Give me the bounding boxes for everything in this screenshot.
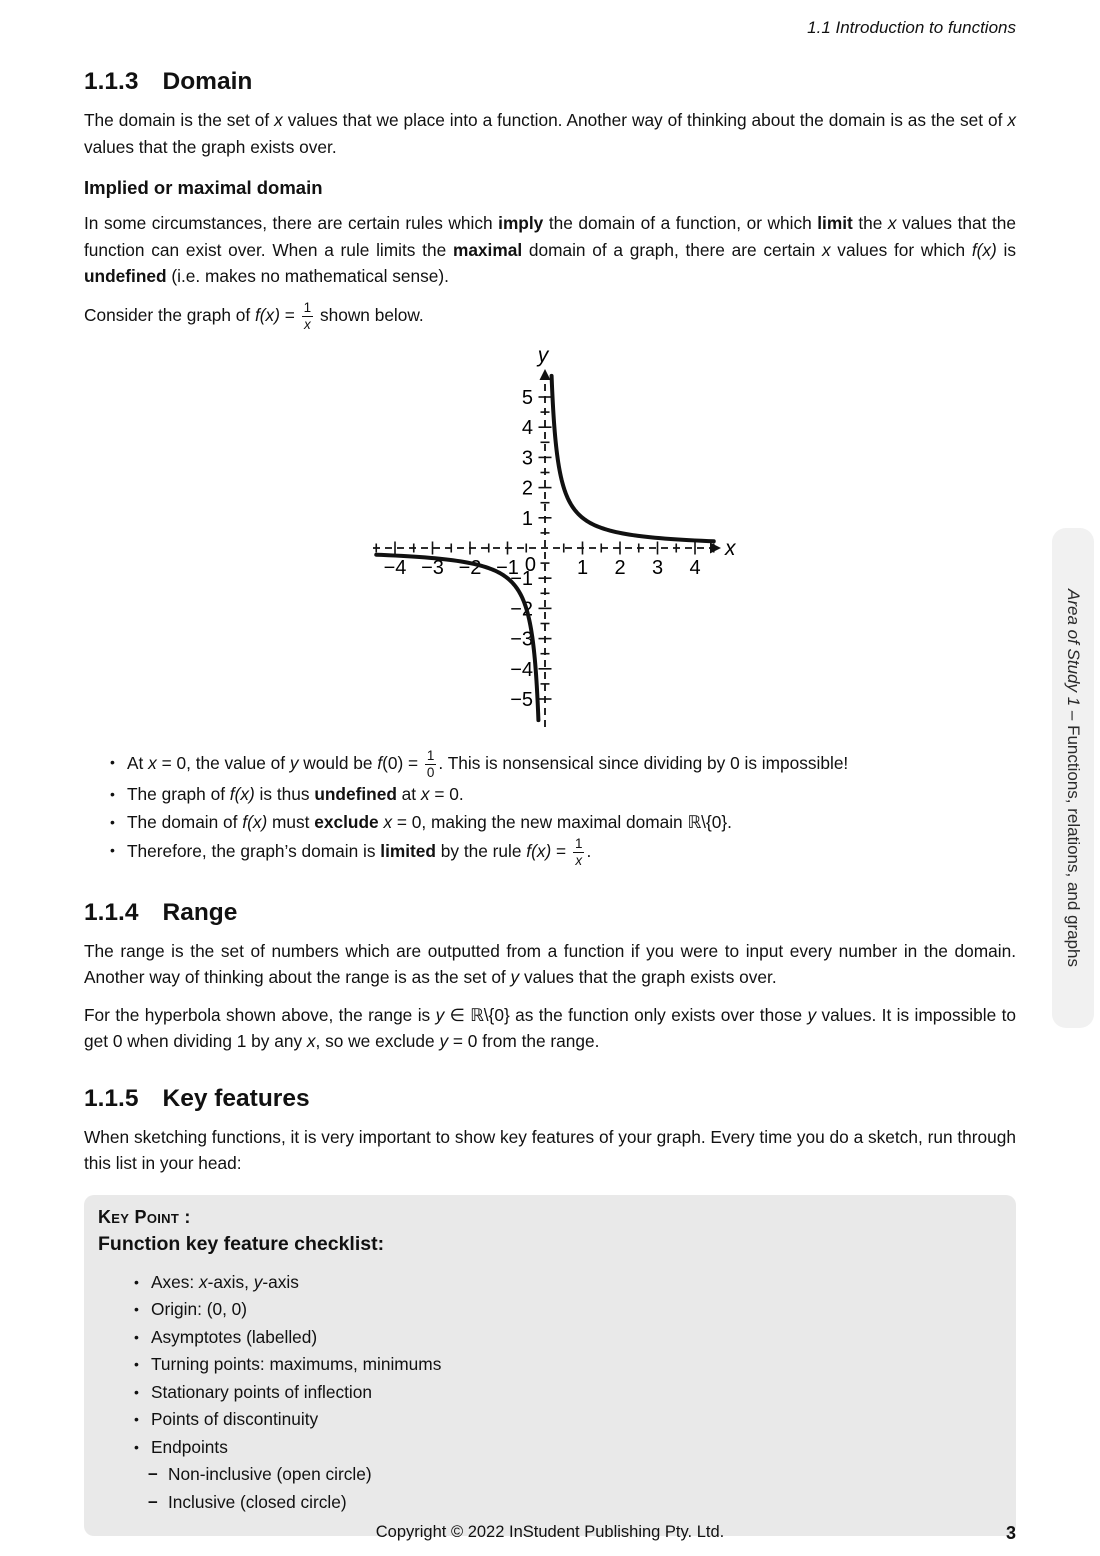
range-paragraph-1: The range is the set of numbers which are outputted from a function if you were to input every number in the domain. Another way of thinking about the range is as the set of y values that the graph exists over. — [84, 940, 1016, 988]
list-item: • At x = 0, the value of y would be f(0) = $\frac{1}{0}$ . This is nonsensical since dividing by 0 is impossible! — [110, 749, 1016, 780]
list-item: • Points of discontinuity — [134, 1406, 994, 1434]
svg-text:4: 4 — [521, 417, 533, 440]
section-heading-key-features — [84, 1085, 1016, 1113]
svg-text:−5: −5 — [510, 688, 533, 711]
key-point-checklist — [98, 1269, 994, 1462]
section-number: 1.1.4 — [84, 898, 139, 926]
section-number: 1.1.5 — [84, 1084, 139, 1112]
list-item: • Asymptotes (labelled) — [134, 1324, 994, 1352]
svg-text:y: y — [537, 345, 549, 367]
section-heading-range — [84, 899, 1016, 927]
page-footer — [84, 1523, 1016, 1542]
svg-text:−4: −4 — [383, 556, 407, 579]
page-number: 3 — [1005, 1523, 1016, 1543]
svg-text:3: 3 — [521, 447, 533, 470]
list-item: • Axes: x-axis, y-axis — [134, 1269, 994, 1297]
svg-text:5: 5 — [521, 386, 533, 409]
svg-text:−2: −2 — [458, 556, 482, 579]
running-header: 1.1 Introduction to functions — [807, 18, 1016, 37]
side-tab-label — [1063, 589, 1083, 967]
domain-intro-paragraph: The domain is the set of x values that we place into a function. Another way of thinking about the domain is as the set of x values that the graph exists over. — [84, 110, 1017, 157]
svg-text:2: 2 — [521, 477, 533, 500]
hyperbola-graph — [360, 346, 740, 734]
side-tab-label-italic: Area of Study 1 – — [1064, 588, 1083, 726]
consider-graph-paragraph: Consider the graph of f(x) = $\frac{1}{x}$ shown below. — [84, 299, 424, 332]
list-item: • Origin: (0, 0) — [134, 1296, 994, 1324]
svg-text:4: 4 — [689, 556, 701, 579]
list-item: • Stationary points of inflection — [134, 1379, 994, 1407]
domain-bullet-list — [84, 749, 1016, 869]
svg-text:3: 3 — [651, 556, 664, 579]
key-point-heading: Function key feature checklist: — [98, 1232, 385, 1255]
section-heading-domain — [84, 68, 1016, 96]
svg-text:−3: −3 — [510, 628, 533, 651]
svg-text:0: 0 — [524, 553, 536, 576]
list-item: • Turning points: maximums, minimums — [134, 1351, 994, 1379]
range-paragraph-2: For the hyperbola shown above, the range is y ∈ ℝ\{0} as the function only exists over those y values. It is impossible to get 0 when dividing 1 by any x, so we exclude y = 0 from the range. — [84, 1004, 1016, 1052]
svg-text:1: 1 — [521, 507, 533, 530]
side-tab-label-normal: Functions, relations, and graphs — [1064, 725, 1083, 967]
endpoints-sublist — [98, 1461, 994, 1516]
implied-maximal-domain-subheading: Implied or maximal domain — [84, 177, 323, 198]
list-item: • Therefore, the graph’s domain is limited by the rule f(x) = $\frac{1}{x}$ . — [110, 837, 1016, 868]
svg-text:2: 2 — [614, 556, 626, 579]
hyperbola-figure — [360, 346, 740, 739]
svg-text:1: 1 — [576, 556, 589, 579]
key-point-label: Key Point : — [98, 1206, 191, 1227]
svg-text:x: x — [725, 536, 736, 560]
section-title: Range — [162, 898, 238, 926]
section-title: Key features — [162, 1084, 310, 1112]
list-item: • The domain of f(x) must exclude x = 0, making the new maximal domain ℝ\{0}. — [110, 809, 1016, 836]
svg-text:−4: −4 — [510, 658, 533, 681]
copyright-text: Copyright © 2022 InStudent Publishing Pty. Ltd. — [375, 1523, 725, 1541]
svg-text:−3: −3 — [421, 556, 444, 579]
list-item: – Inclusive (closed circle) — [148, 1489, 994, 1517]
section-number: 1.1.3 — [84, 68, 139, 95]
svg-text:−1: −1 — [496, 556, 519, 579]
svg-text:−1: −1 — [510, 568, 533, 591]
area-of-study-side-tab — [1052, 528, 1094, 1028]
key-point-box — [84, 1195, 1016, 1537]
list-item: • Endpoints — [134, 1434, 994, 1462]
svg-text:−2: −2 — [510, 598, 533, 621]
key-features-paragraph: When sketching functions, it is very important to show key features of your graph. Every time you do a sketch, run through this list in your head: — [84, 1126, 1016, 1174]
implied-domain-paragraph: In some circumstances, there are certain rules which imply the domain of a function, or which limit the x values that the function can exist over. When a rule limits the maximal domain of a graph, there are certain x values for which f(x) is undefined (i.e. makes no mathematical sense). — [84, 213, 1016, 286]
section-title: Domain — [162, 68, 253, 95]
list-item: – Non-inclusive (open circle) — [148, 1461, 994, 1489]
list-item: • The graph of f(x) is thus undefined at x = 0. — [110, 781, 1016, 808]
